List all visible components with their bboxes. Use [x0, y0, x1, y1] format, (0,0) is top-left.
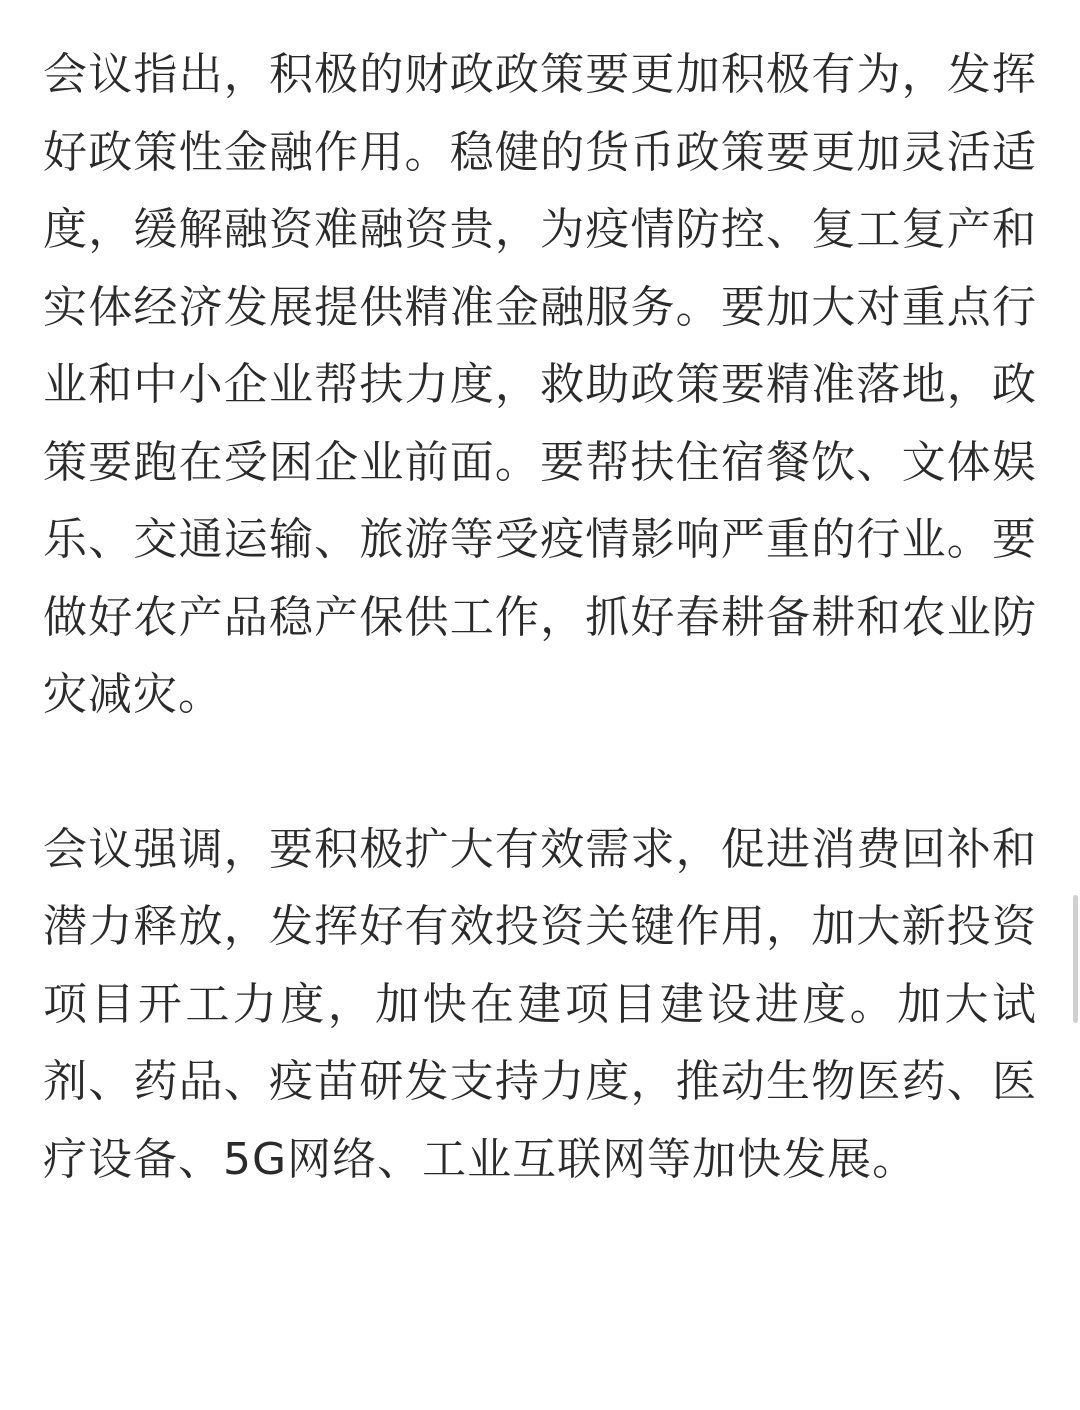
paragraph-meeting-emphasized: 会议强调，要积极扩大有效需求，促进消费回补和潜力释放，发挥好有效投资关键作用，加大新投资项目开工力度，加快在建项目建设进度。加大试剂、药品、疫苗研发支持力度，推动生物医药、医疗设备、5G网络、工业互联网等加快发展。	[43, 823, 1037, 1185]
vertical-scrollbar[interactable]	[1073, 895, 1078, 1023]
paragraph-meeting-pointed-out: 会议指出，积极的财政政策要更加积极有为，发挥好政策性金融作用。稳健的货币政策要更加灵活适度，缓解融资难融资贵，为疫情防控、复工复产和实体经济发展提供精准金融服务。要加大对重点行业和中小企业帮扶力度，救助政策要精准落地，政策要跑在受困企业前面。要帮扶住宿餐饮、文体娱乐、交通运输、旅游等受疫情影响严重的行业。要做好农产品稳产保供工作，抓好春耕备耕和农业防灾减灾。	[43, 49, 1037, 720]
article-body	[43, 36, 1037, 1198]
